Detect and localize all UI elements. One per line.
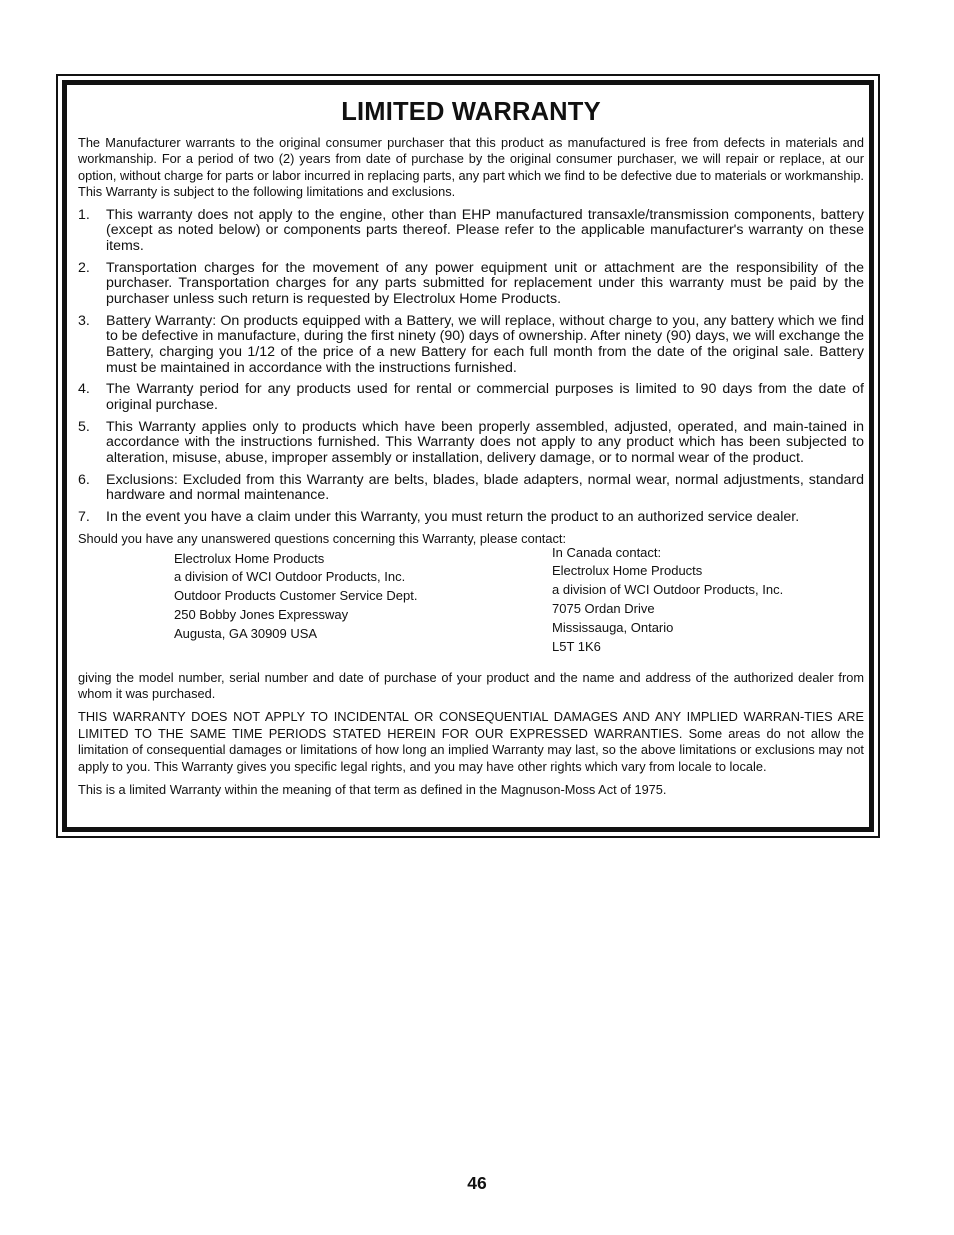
canada-address-line: 7075 Ordan Drive [552, 600, 655, 616]
item-number: 7. [78, 508, 90, 525]
canada-contact-heading: In Canada contact: [552, 544, 662, 560]
list-item [78, 473, 864, 505]
item-text: Battery Warranty: On products equipped with a Battery, we will replace, without charge to you, any battery which we find to be defective in manufacture, during the first ninety (90) days of ownership. After ninety (90) days, we will exchange the Battery, charging you 1/12 of the price of a new Battery for each full month from the date of the original sale. Battery must be maintained in accordance with the instructions furnished. [106, 312, 864, 376]
page-title: LIMITED WARRANTY [341, 98, 601, 126]
canada-address [552, 544, 783, 657]
contact-lead: Should you have any unanswered questions concerning this Warranty, please contact: [78, 531, 566, 547]
damages-disclaimer: THIS WARRANTY DOES NOT APPLY TO INCIDENTAL OR CONSEQUENTIAL DAMAGES AND ANY IMPLIED WARRAN-TIES ARE LIMITED TO THE SAME TIME PERIODS STATED HEREIN FOR OUR EXPRESSED WARRANTIES. Some areas do not allow the limitation of consequential damages or limitations of how long an implied Warranty may last, so the above limitations or exclusions may not apply to you. This Warranty gives you specific legal rights, and you may have other rights which vary from locale to locale. [78, 709, 864, 774]
item-text: The Warranty period for any products used for rental or commercial purposes is limited to 90 days from the date of original purchase. [106, 381, 864, 414]
item-number: 1. [78, 206, 90, 223]
item-number: 2. [78, 259, 90, 276]
item-text: Exclusions: Excluded from this Warranty are belts, blades, blade adapters, normal wear, normal adjustments, standard hardware and normal maintenance. [106, 471, 864, 504]
us-address-line: 250 Bobby Jones Expressway [174, 606, 349, 622]
canada-address-line: Mississauga, Ontario [552, 619, 674, 635]
list-item [78, 420, 864, 467]
item-number: 5. [78, 418, 90, 435]
magnuson-moss-note: This is a limited Warranty within the meaning of that term as defined in the Magnuson-Moss Act of 1975. [78, 781, 667, 797]
canada-address-line: a division of WCI Outdoor Products, Inc. [552, 582, 784, 598]
us-address-line: a division of WCI Outdoor Products, Inc. [174, 569, 406, 585]
us-address-line: Electrolux Home Products [174, 550, 325, 566]
canada-address-line: Electrolux Home Products [552, 563, 703, 579]
us-address [174, 550, 418, 644]
list-item [78, 208, 864, 255]
item-number: 6. [78, 471, 90, 488]
item-number: 3. [78, 312, 90, 329]
list-item [78, 314, 864, 377]
address-block [78, 544, 864, 666]
item-text: This Warranty applies only to products which have been properly assembled, adjusted, operated, and main-tained in accordance with the instructions furnished. This Warranty does not apply to any product which has been subjected to alteration, misuse, abuse, improper assembly or installation, delivery damage, or to normal wear of the product. [106, 418, 864, 467]
item-number: 4. [78, 381, 90, 398]
list-item [78, 382, 864, 414]
item-text: Transportation charges for the movement of any power equipment unit or attachment are the responsibility of the purchaser. Transportation charges for any parts submitted for replacement under this warranty must be paid by the purchaser unless such return is requested by Electrolux Home Products. [106, 259, 864, 308]
warranty-content [78, 96, 864, 798]
intro-paragraph: The Manufacturer warrants to the original consumer purchaser that this product as manufactured is free from defects in materials and workmanship. For a period of two (2) years from date of purchase by the original consumer purchaser, we will repair or replace, at our option, without charge for parts or labor incurred in replacing parts, any part which we find to be defective due to materials or workmanship. This Warranty is subject to the following limitations and exclusions. [78, 135, 864, 200]
limitations-list [78, 208, 864, 526]
us-address-line: Outdoor Products Customer Service Dept. [174, 588, 418, 604]
list-item [78, 510, 864, 526]
list-item [78, 261, 864, 308]
page-number: 46 [467, 1173, 487, 1193]
us-address-line: Augusta, GA 30909 USA [174, 625, 318, 641]
item-text: This warranty does not apply to the engine, other than EHP manufactured transaxle/transmission components, battery (except as noted below) or components parts thereof. Please refer to the applicable manufacturer's warranty on these items. [106, 206, 864, 255]
item-text: In the event you have a claim under this Warranty, you must return the product to an authorized service dealer. [106, 508, 800, 525]
claim-instructions: giving the model number, serial number and date of purchase of your product and the name and address of the authorized dealer from whom it was purchased. [78, 669, 864, 701]
canada-address-line: L5T 1K6 [552, 638, 601, 654]
